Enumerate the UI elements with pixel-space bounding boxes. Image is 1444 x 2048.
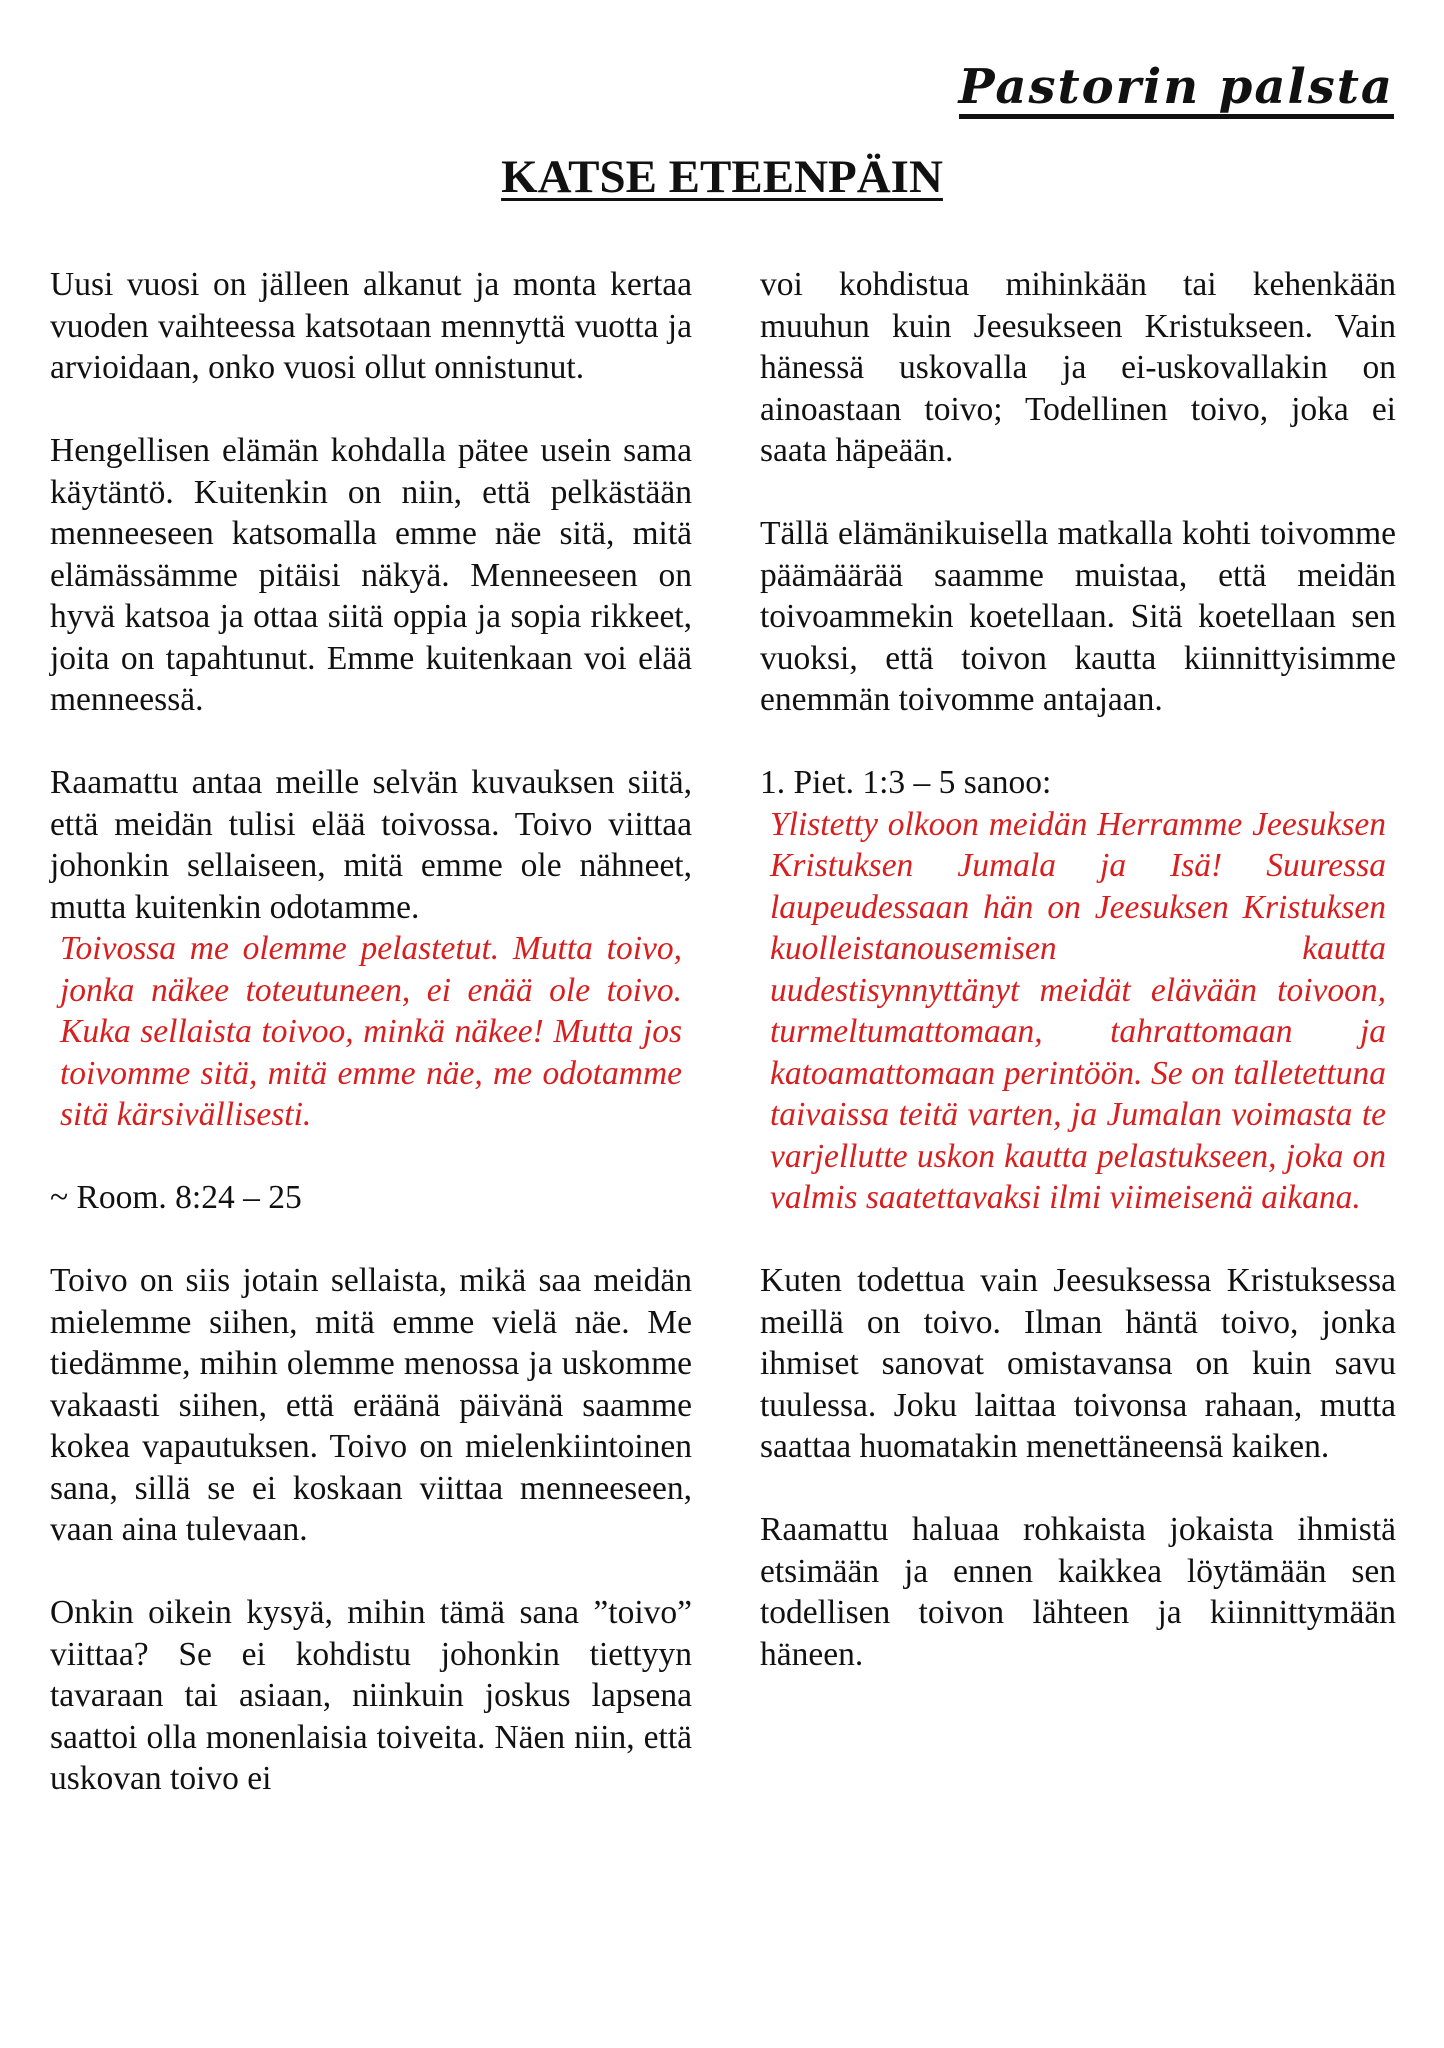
- paragraph: Kuten todettua vain Jeesuksessa Kristuksessa meillä on toivo. Ilman häntä toivo, jonka ihmiset sanovat omistavansa on kuin savu tuulessa. Joku laittaa toivonsa rahaan, mutta saattaa huomatakin menettäneensä kaiken.: [760, 1262, 1396, 1465]
- left-column: [50, 264, 692, 1841]
- paragraph: Toivo on siis jotain sellaista, mikä saa meidän mielemme siihen, mitä emme vielä näe. Me tiedämme, mihin olemme menossa ja uskomme vakaasti siihen, että eräänä päivänä saamme kokea vapautuksen. Toivo on mielenkiintoinen sana, sillä se ei koskaan viittaa menneeseen, vaan aina tulevaan.: [50, 1262, 692, 1548]
- paragraph: Raamattu haluaa rohkaista jokaista ihmistä etsimään ja ennen kaikkea löytämään sen todellisen toivon lähteen ja kiinnittymään häneen.: [760, 1511, 1396, 1673]
- bible-quote: Toivossa me olemme pelastetut. Mutta toivo, jonka näkee toteutuneen, ei enää ole toivo. Kuka sellaista toivoo, minkä näkee! Mutta jos toivomme sitä, mitä emme näe, me odotamme sitä kärsivällisesti.: [60, 930, 682, 1133]
- paragraph: Onkin oikein kysyä, mihin tämä sana ”toivo” viittaa? Se ei kohdistu johonkin tiettyyn tavaraan tai asiaan, niinkuin joskus lapsena saattoi olla monenlaisia toiveita. Näen niin, että uskovan toivo ei: [50, 1594, 692, 1797]
- bible-reference: ~ Room. 8:24 – 25: [50, 1179, 302, 1216]
- article-title-text: KATSE ETEENPÄIN: [501, 151, 943, 203]
- paragraph: voi kohdistua mihinkään tai kehenkään muuhun kuin Jeesukseen Kristukseen. Vain hänessä uskovalla ja ei-uskovallakin on ainoastaan toivo; Todellinen toivo, joka ei saata häpeään.: [760, 266, 1396, 469]
- column-name-heading: Pastorin palsta: [959, 62, 1394, 119]
- right-column: [760, 264, 1396, 1717]
- paragraph: Tällä elämänikuisella matkalla kohti toivomme päämäärää saamme muistaa, että meidän toivoammekin koetellaan. Sitä koetellaan sen vuoksi, että toivon kautta kiinnittyisimme enemmän toivomme antajaan.: [760, 515, 1396, 718]
- bible-quote: Ylistetty olkoon meidän Herramme Jeesuksen Kristuksen Jumala ja Isä! Suuressa laupeudessaan hän on Jeesuksen Kristuksen kuolleistanousemisen kautta uudestisynnyttänyt meidät elävään toivoon, turmeltumattomaan, tahrattomaan ja katoamattomaan perintöön. Se on talletettuna taivaissa teitä varten, ja Jumalan voimasta te varjellutte uskon kautta pelastukseen, joka on valmis saatettavaksi ilmi viimeisenä aikana.: [770, 805, 1386, 1216]
- paragraph: Hengellisen elämän kohdalla pätee usein sama käytäntö. Kuitenkin on niin, että pelkästään menneeseen katsomalla emme näe sitä, mitä elämässämme pitäisi näkyä. Menneeseen on hyvä katsoa ja ottaa siitä oppia ja sopia rikkeet, joita on tapahtunut. Emme kuitenkaan voi elää menneessä.: [50, 432, 692, 718]
- paragraph: Uusi vuosi on jälleen alkanut ja monta kertaa vuoden vaihteessa katsotaan mennyttä vuotta ja arvioidaan, onko vuosi ollut onnistunut.: [50, 266, 692, 386]
- quote-intro: 1. Piet. 1:3 – 5 sanoo:: [760, 764, 1052, 801]
- article-title: [0, 150, 1444, 204]
- paragraph: Raamattu antaa meille selvän kuvauksen siitä, että meidän tulisi elää toivossa. Toivo viittaa johonkin sellaiseen, mitä emme ole nähneet, mutta kuitenkin odotamme.: [50, 764, 692, 926]
